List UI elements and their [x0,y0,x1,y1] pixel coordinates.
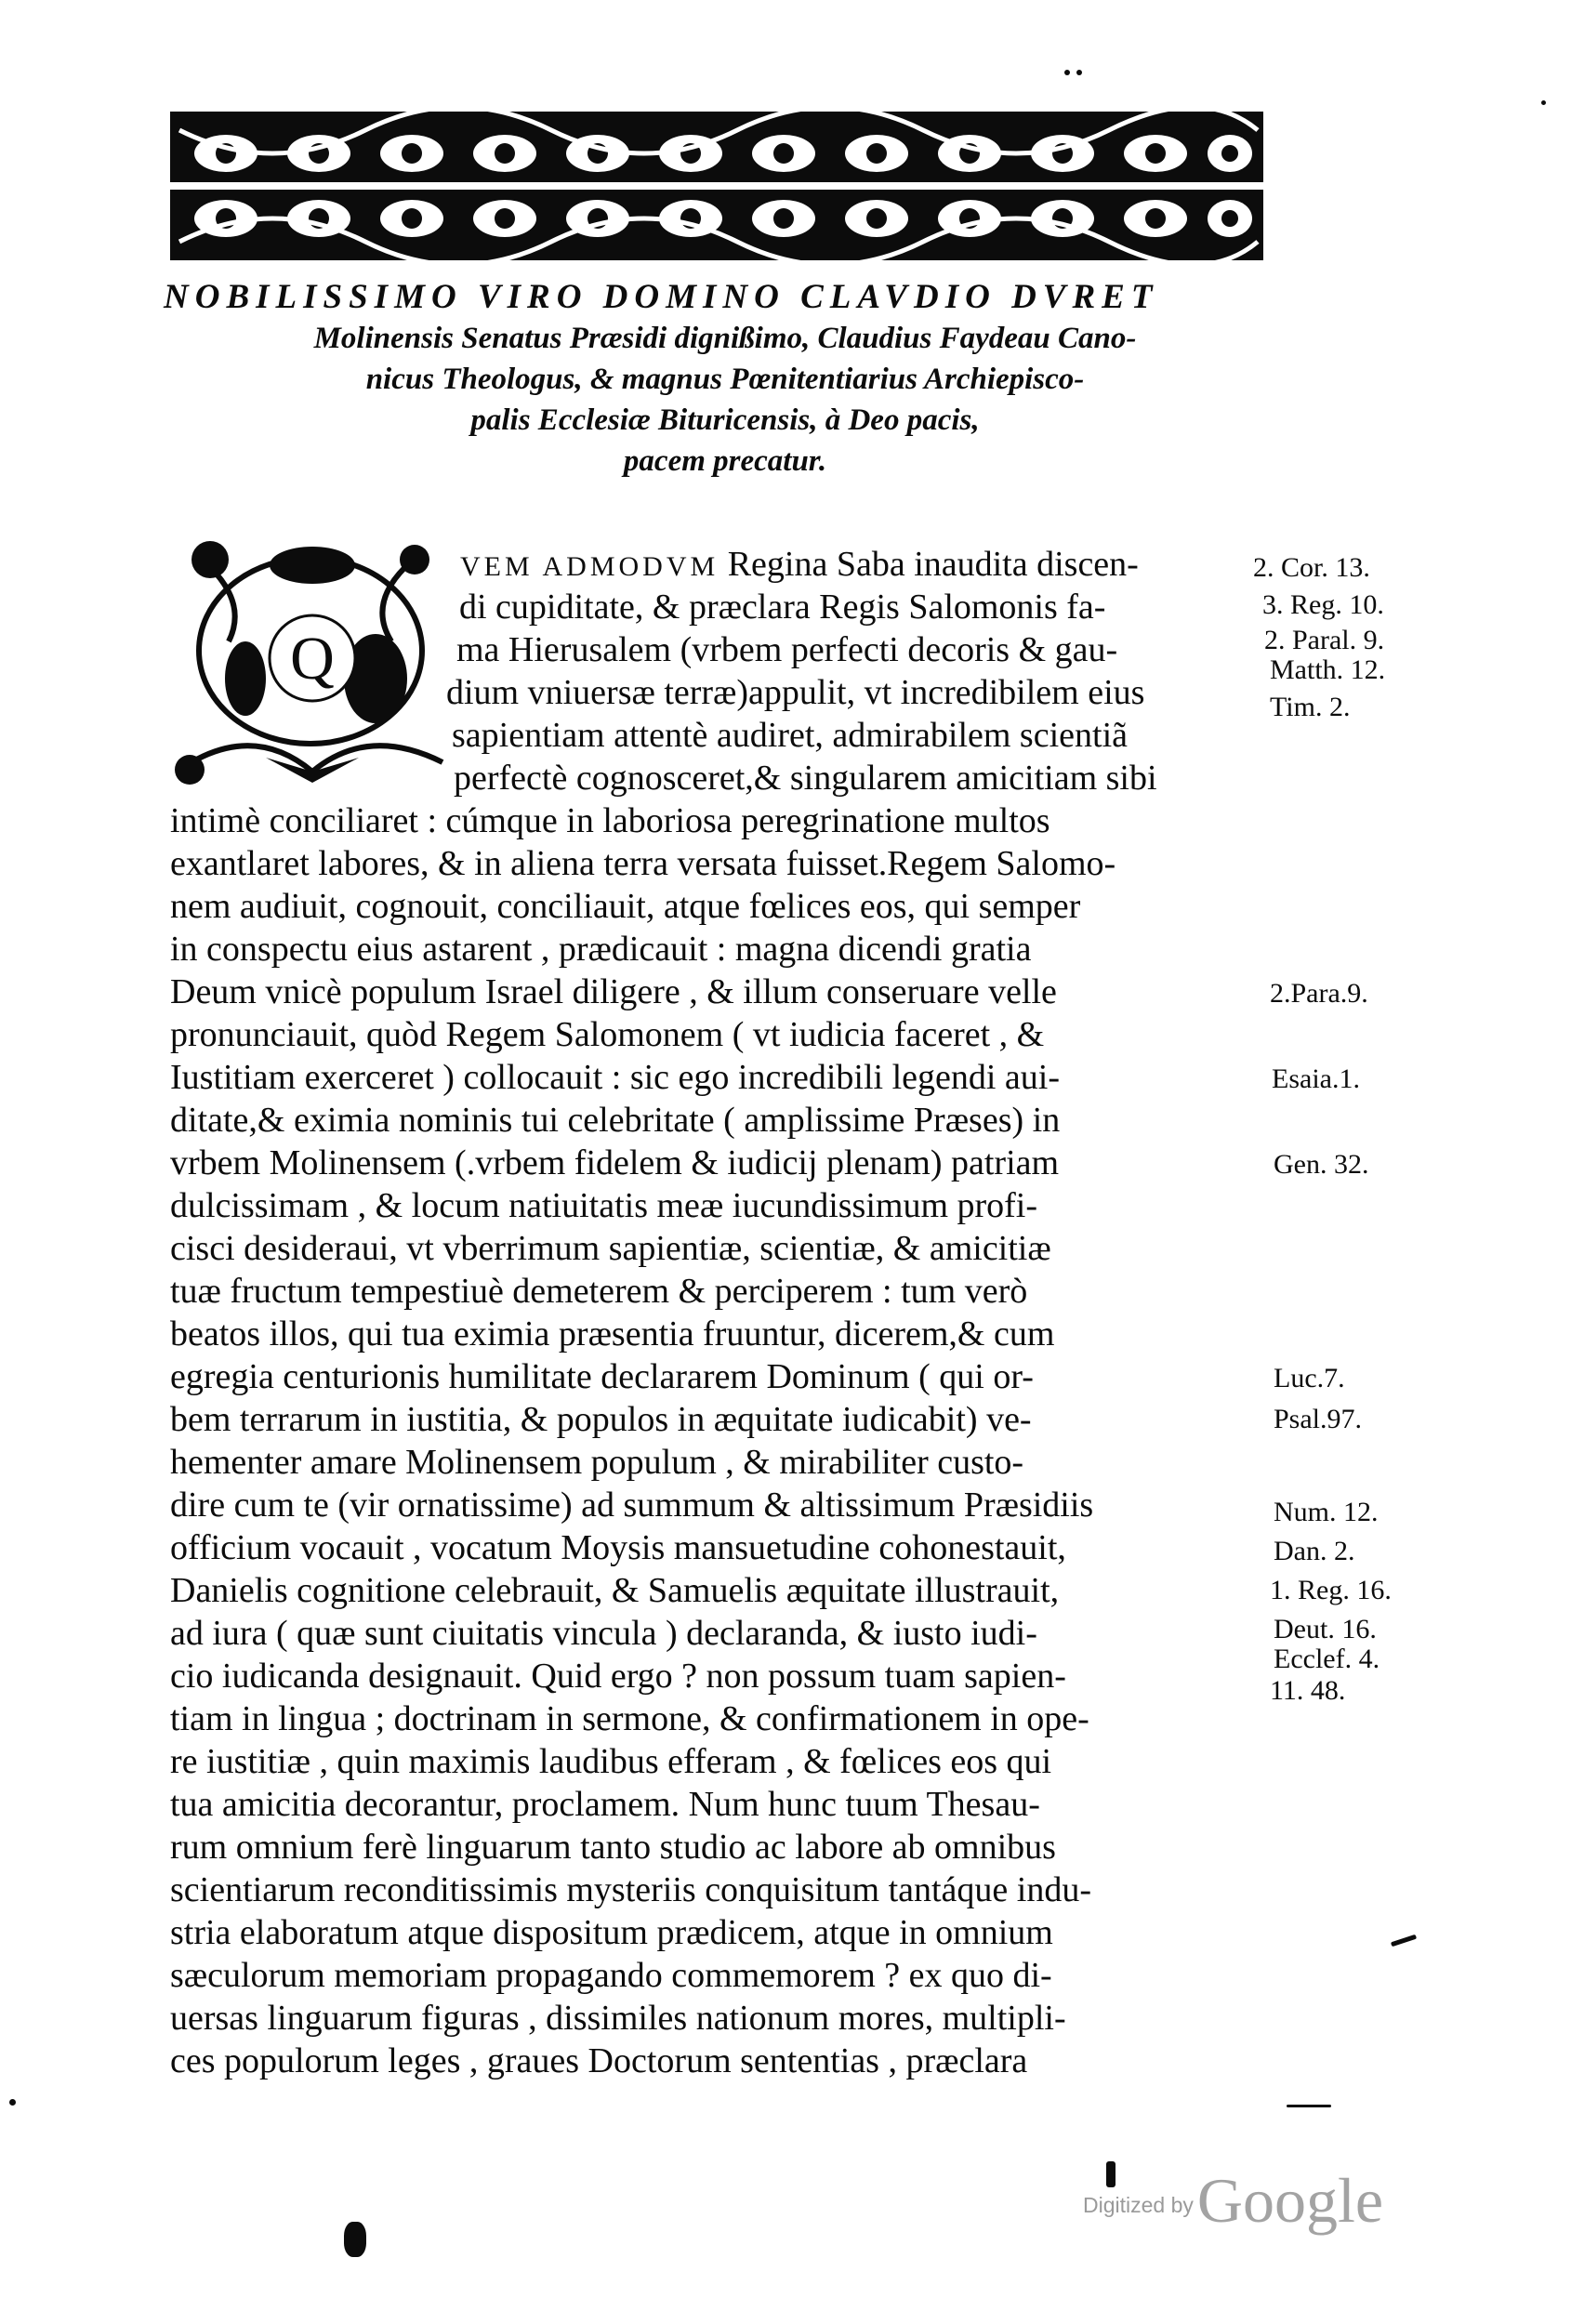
text-line: di cupiditate, & præclara Regis Salomonis fa- [459,588,1106,627]
text-line: sapientiam attentè audiret, admirabilem scientiã [452,716,1128,755]
text-line: stria elaboratum atque dispositum prædicem, atque in omnium [170,1913,1053,1952]
text-line: ad iura ( quæ sunt ciuitatis vincula ) declaranda, & iusto iudi- [170,1614,1037,1653]
text-line: sæculorum memoriam propagando commemorem ? ex quo di- [170,1956,1052,1995]
small-caps-opening: VEM ADMODVM [460,551,719,582]
text-line: Iustitiam exerceret ) collocauit : sic ego incredibili legendi aui- [170,1058,1061,1097]
initial-letter: Q [290,625,335,693]
scan-speck [1541,100,1546,105]
text-line: egregia centurionis humilitate declararem Dominum ( qui or- [170,1357,1034,1396]
margin-note: Tim. 2. [1270,692,1351,722]
text-line: uersas linguarum figuras , dissimiles nationum mores, multipli- [170,1999,1066,2038]
text-line: hementer amare Molinensem populum , & mirabiliter custo- [170,1443,1024,1482]
scan-speck [1287,2105,1331,2107]
margin-note: 3. Reg. 10. [1262,589,1384,620]
text-line: Deum vnicè populum Israel diligere , & illum conseruare velle [170,972,1057,1011]
first-line-text: Regina Saba inaudita discen- [727,545,1139,584]
margin-note: Esaia.1. [1272,1063,1360,1094]
text-line: perfectè cognosceret,& singularem amicitiam sibi [454,759,1157,798]
dedication-line: nicus Theologus, & magnus Pœnitentiarius Archiepisco- [365,363,1085,396]
text-line: pronunciauit, quòd Regem Salomonem ( vt iudicia faceret , & [170,1015,1045,1054]
digitized-watermark [1083,2164,1383,2238]
text-line: cisci desideraui, vt vberrimum sapientiæ, scientiæ, & amicitiæ [170,1229,1051,1268]
text-line: tuæ fructum tempestiuè demeterem & perciperem : tum verò [170,1272,1028,1311]
text-line: re iustitiæ , quin maximis laudibus efferam , & fœlices eos qui [170,1742,1052,1781]
dedication-line: palis Ecclesiæ Bituricensis, à Deo pacis, [470,403,980,437]
text-line: scientiarum reconditissimis mysteriis conquisitum tantáque indu- [170,1870,1092,1909]
margin-note: Psal.97. [1274,1404,1363,1434]
dedication-heading [149,277,1301,482]
text-line: ces populorum leges , graues Doctorum sententias , præclara [170,2041,1028,2080]
decorated-initial [173,539,450,798]
text-line: dire cum te (vir ornatissime) ad summum & altissimum Præsidiis [170,1486,1094,1525]
text-line: exantlaret labores, & in aliena terra versata fuisset.Regem Salomo- [170,844,1116,883]
text-line: dium vniuersæ terræ)appulit, vt incredibilem eius [446,673,1145,712]
dedication-line: Molinensis Senatus Præsidi dignißimo, Claudius Faydeau Cano- [313,322,1137,355]
text-line: nem audiuit, cognouit, conciliauit, atque fœlices eos, qui semper [170,887,1081,926]
margin-note: Deut. 16. [1274,1614,1377,1644]
margin-note: 2.Para.9. [1270,978,1368,1009]
text-line: bem terrarum in iustitia, & populos in æquitate iudicabit) ve- [170,1400,1032,1439]
scan-speck [9,2099,16,2106]
dedication-line: pacem precatur. [623,444,827,478]
margin-note: 11. 48. [1270,1675,1346,1706]
text-line: beatos illos, qui tua eximia præsentia fruuntur, dicerem,& cum [170,1314,1055,1353]
text-line: officium vocauit , vocatum Moysis mansuetudine cohonestauit, [170,1528,1066,1567]
text-line: ditate,& eximia nominis tui celebritate ( amplissime Præses) in [170,1101,1061,1140]
text-line: in conspectu eius astarent , prædicauit : magna dicendi gratia [170,930,1032,969]
text-line: dulcissimam , & locum natiuitatis meæ iucundissimum profi- [170,1186,1038,1225]
header-ornament [170,112,1263,260]
text-line: tua amicitia decorantur, proclamem. Num hunc tuum Thesau- [170,1785,1040,1824]
text-line: Danielis cognitione celebrauit, & Samuelis æquitate illustrauit, [170,1571,1060,1610]
margin-note: 1. Reg. 16. [1270,1575,1392,1605]
scan-speck [1076,70,1082,75]
margin-note: 2. Paral. 9. [1264,625,1385,655]
google-wordmark: Google [1196,2165,1384,2236]
margin-note: Gen. 32. [1274,1149,1369,1180]
margin-note: Ecclef. 4. [1274,1644,1380,1674]
text-line: intimè conciliaret : cúmque in laboriosa peregrinatione multos [170,801,1050,840]
text-line: cio iudicanda designauit. Quid ergo ? non possum tuam sapien- [170,1657,1066,1696]
scan-speck [344,2222,366,2257]
text-line: ma Hierusalem (vrbem perfecti decoris & gau- [456,630,1118,669]
margin-note: Matth. 12. [1270,654,1386,685]
margin-note: Dan. 2. [1274,1536,1355,1566]
text-line: vrbem Molinensem (.vrbem fidelem & iudicij plenam) patriam [170,1143,1060,1182]
dedication-line: NOBILISSIMO VIRO DOMINO CLAVDIO DVRET [164,278,1159,316]
margin-note: Luc.7. [1274,1363,1345,1393]
margin-note: Num. 12. [1274,1497,1379,1527]
text-line: rum omnium ferè linguarum tanto studio ac labore ab omnibus [170,1828,1056,1867]
text-line: tiam in lingua ; doctrinam in sermone, & confirmationem in ope- [170,1699,1089,1738]
digitized-label: Digitized by [1083,2193,1194,2217]
text-line [460,543,1139,588]
scan-speck [1391,1934,1417,1947]
scan-speck [1064,70,1070,75]
margin-note: 2. Cor. 13. [1253,552,1370,583]
